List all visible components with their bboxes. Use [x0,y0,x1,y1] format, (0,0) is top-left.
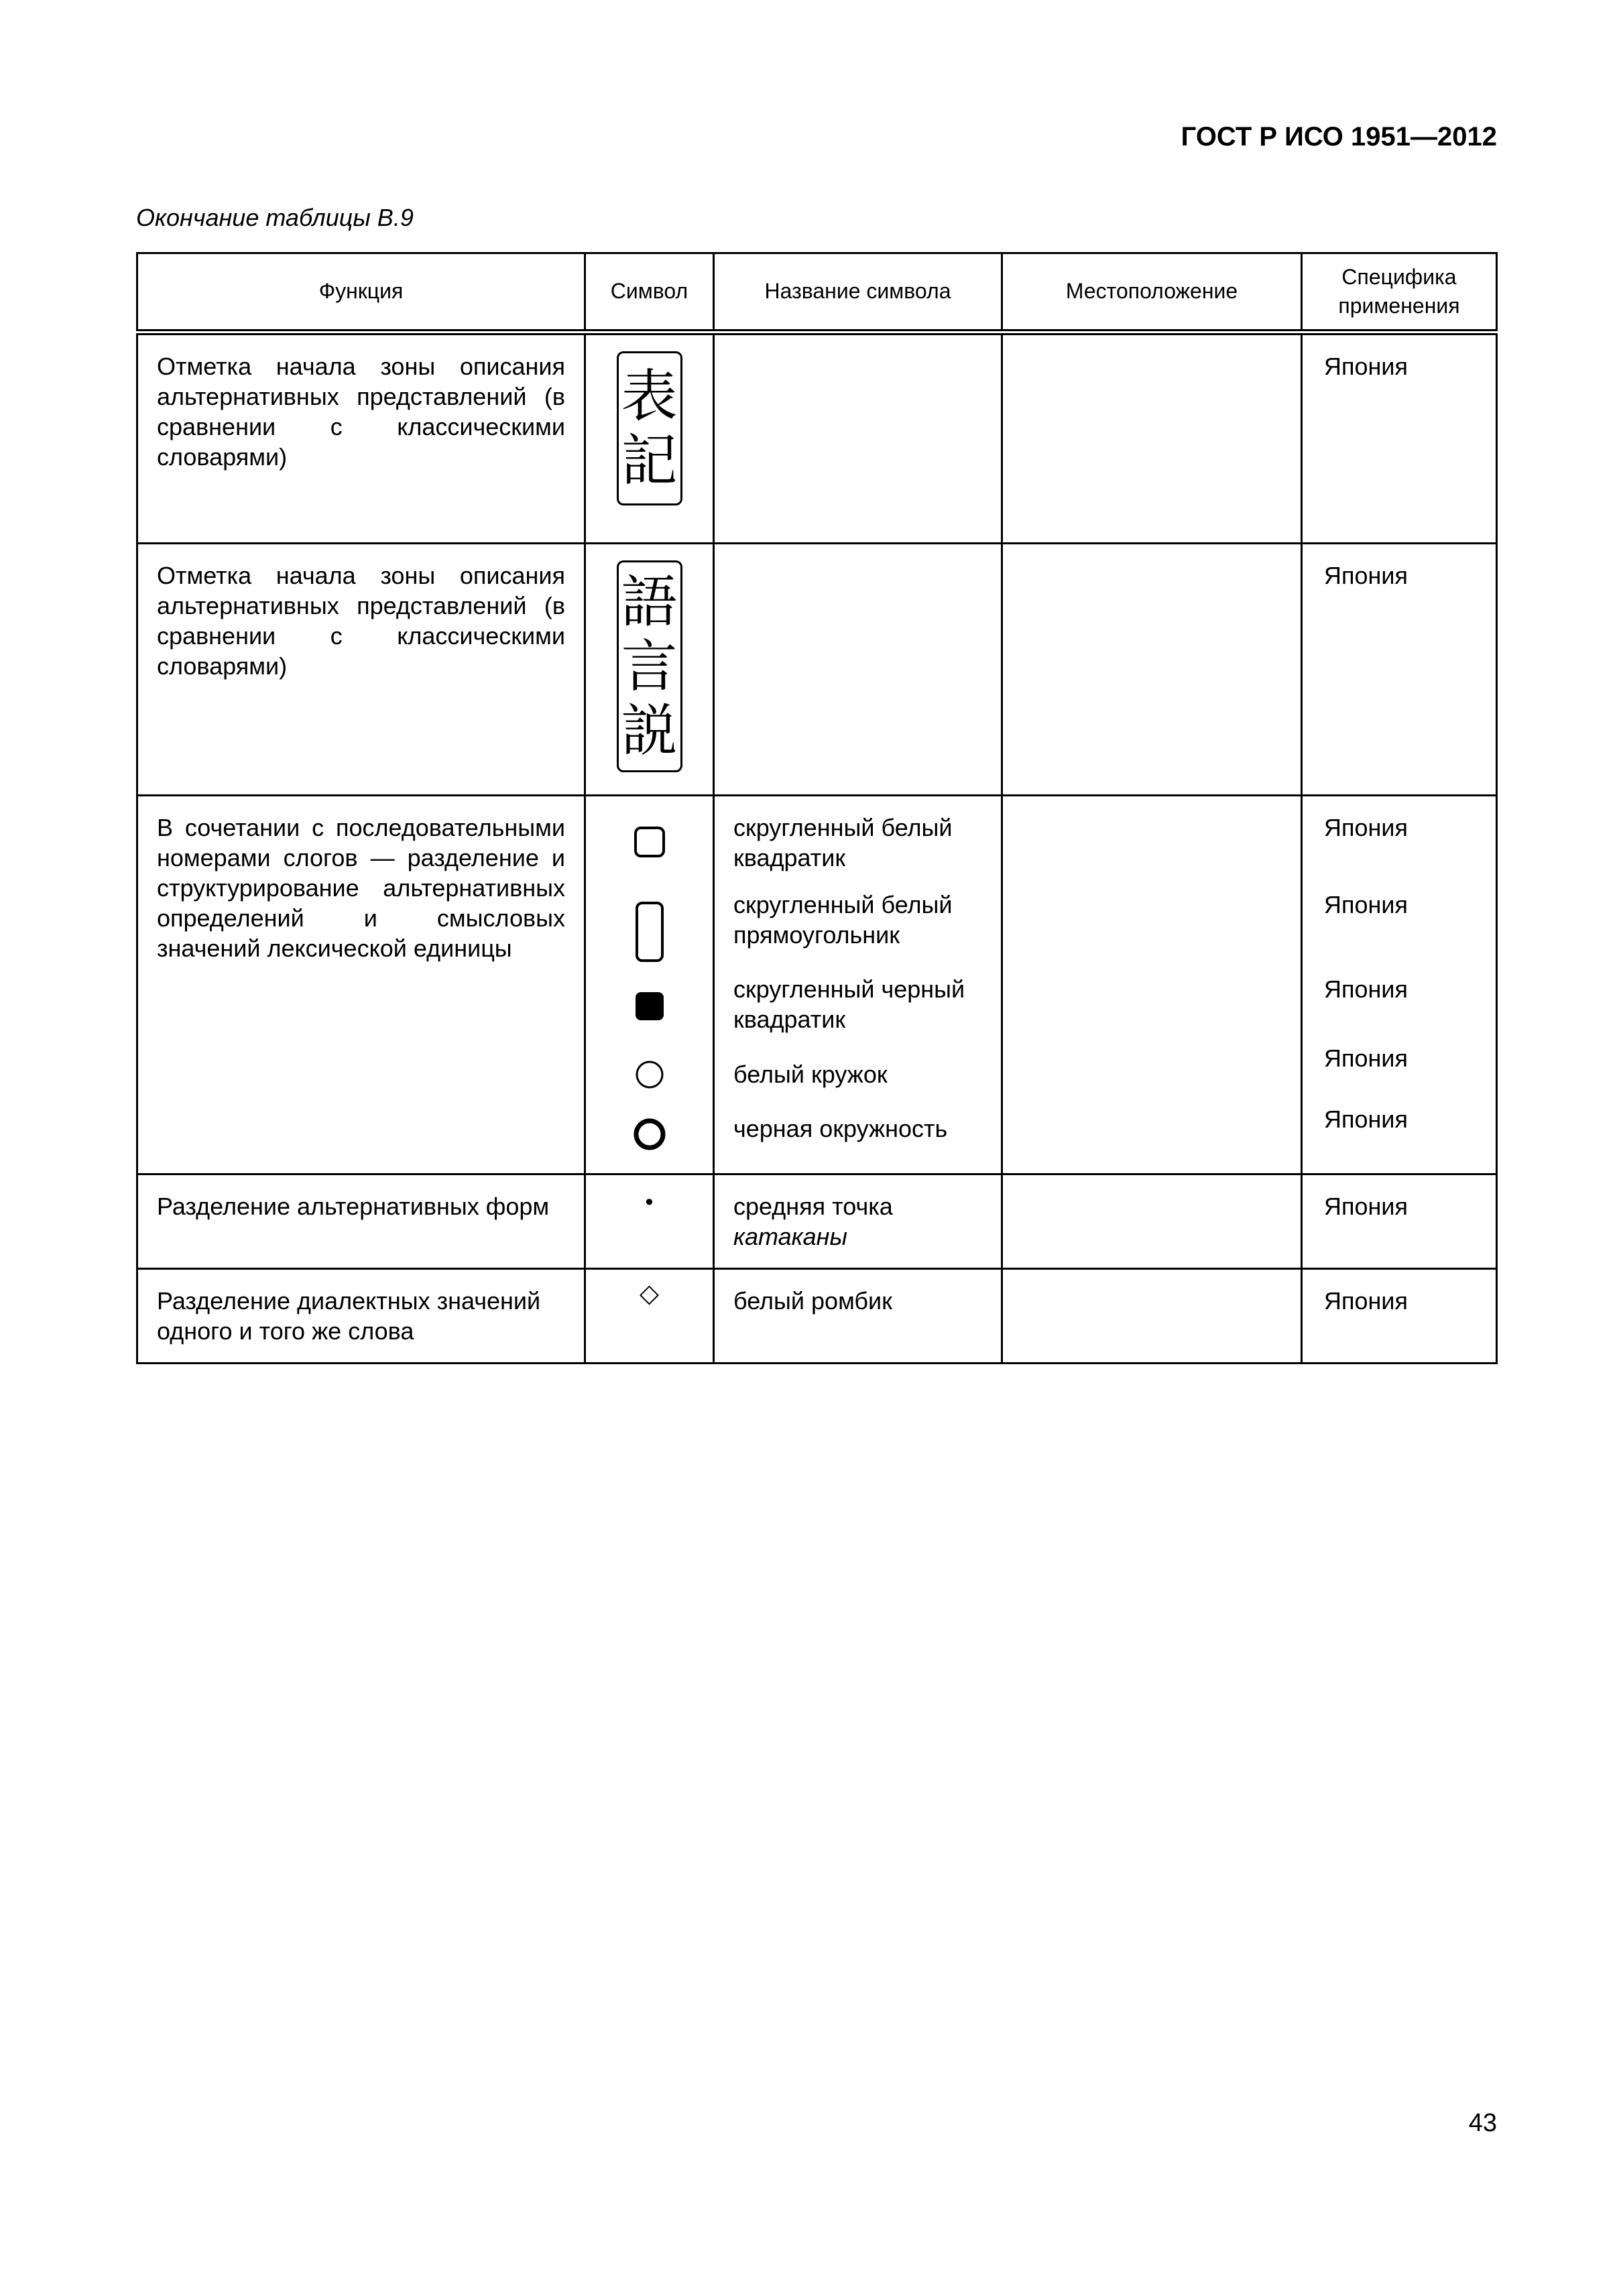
function-text: Отметка начала зоны описания альтернативных представлений (в сравнении с классическими словарями) [157,562,565,680]
symbol-name-text: скругленный черный квадратик [733,975,965,1033]
symbol-name-text: черная окружность [733,1115,948,1142]
region-text: Япония [1324,353,1408,380]
kanji-char: 表 [621,363,678,429]
function-cell [137,796,585,1174]
function-cell [137,544,585,796]
col-header-location: Местоположение [1002,253,1302,333]
function-text: В сочетании с последовательными номерами слогов — разделение и структурирование альтернативных определений и смысловых значений лексической единицы [157,814,565,962]
location-cell [1002,544,1302,796]
table-header-row [137,253,1497,333]
symbol-name-cell [714,544,1002,796]
function-text: Разделение диалектных значений одного и того же слова [157,1287,541,1345]
symbol-name-text: скругленный белый прямоугольник [733,891,953,949]
region-text: Япония [1324,562,1408,589]
symbol-name-text: белый кружок [733,1061,888,1088]
table-row [137,1269,1497,1364]
region-text: Япония [1324,1044,1408,1072]
rounded-white-square-icon [634,826,666,858]
function-cell [137,1269,585,1364]
symbol-name-cell [714,1269,1002,1364]
symbol-name-italic: катаканы [733,1223,847,1250]
symbol-name-text: белый ромбик [733,1287,892,1315]
function-text: Разделение альтернативных форм [157,1193,550,1220]
region-cell [1302,796,1497,1174]
region-text: Япония [1324,814,1408,841]
white-circle-icon [634,1059,665,1090]
region-text: Япония [1324,1105,1408,1133]
region-cell [1302,1269,1497,1364]
white-diamond-icon: ◇ [639,1280,660,1308]
symbol-name-cell [714,796,1002,1174]
symbol-name-text: скругленный белый квадратик [733,814,953,871]
symbol-name-cell [714,1174,1002,1269]
rounded-white-rectangle-icon [635,901,664,963]
location-cell [1002,1269,1302,1364]
symbol-name-text: средняя точка [733,1193,893,1220]
symbol-cell [585,333,714,544]
region-cell [1302,333,1497,544]
location-cell [1002,333,1302,544]
location-cell [1002,1174,1302,1269]
page-number: 43 [1468,2109,1497,2137]
kanji-symbol-box [617,351,682,505]
symbol-cell [585,796,714,1174]
table-caption: Окончание таблицы В.9 [136,204,414,231]
region-text: Япония [1324,891,1408,918]
symbol-name-cell [714,333,1002,544]
region-text: Япония [1324,1193,1408,1220]
function-text: Отметка начала зоны описания альтернативных представлений (в сравнении с классическими словарями) [157,353,565,471]
col-header-region: Специфика применения [1302,253,1497,333]
rounded-black-square-icon [634,991,665,1022]
kanji-char: 説 [621,698,678,764]
location-cell [1002,796,1302,1174]
symbol-cell [585,1174,714,1269]
table-row [137,1174,1497,1269]
standard-header: ГОСТ Р ИСО 1951—2012 [1181,122,1497,152]
col-header-symbol-name: Название символа [714,253,1002,333]
kanji-symbol-box [617,560,682,772]
col-header-symbol: Символ [585,253,714,333]
middle-dot-icon: • [645,1189,654,1215]
table-row [137,544,1497,796]
col-header-function: Функция [137,253,585,333]
region-cell [1302,1174,1497,1269]
function-cell [137,333,585,544]
function-cell [137,1174,585,1269]
kanji-char: 語 [621,569,678,635]
region-text: Япония [1324,1287,1408,1315]
region-cell [1302,544,1497,796]
symbol-cell [585,1269,714,1364]
symbols-table [136,252,1498,1364]
region-text: Япония [1324,975,1408,1003]
symbol-cell [585,544,714,796]
table-row [137,796,1497,1174]
black-ring-icon [632,1117,667,1152]
kanji-char: 記 [621,428,678,493]
table-row [137,333,1497,544]
kanji-char: 言 [621,633,678,699]
